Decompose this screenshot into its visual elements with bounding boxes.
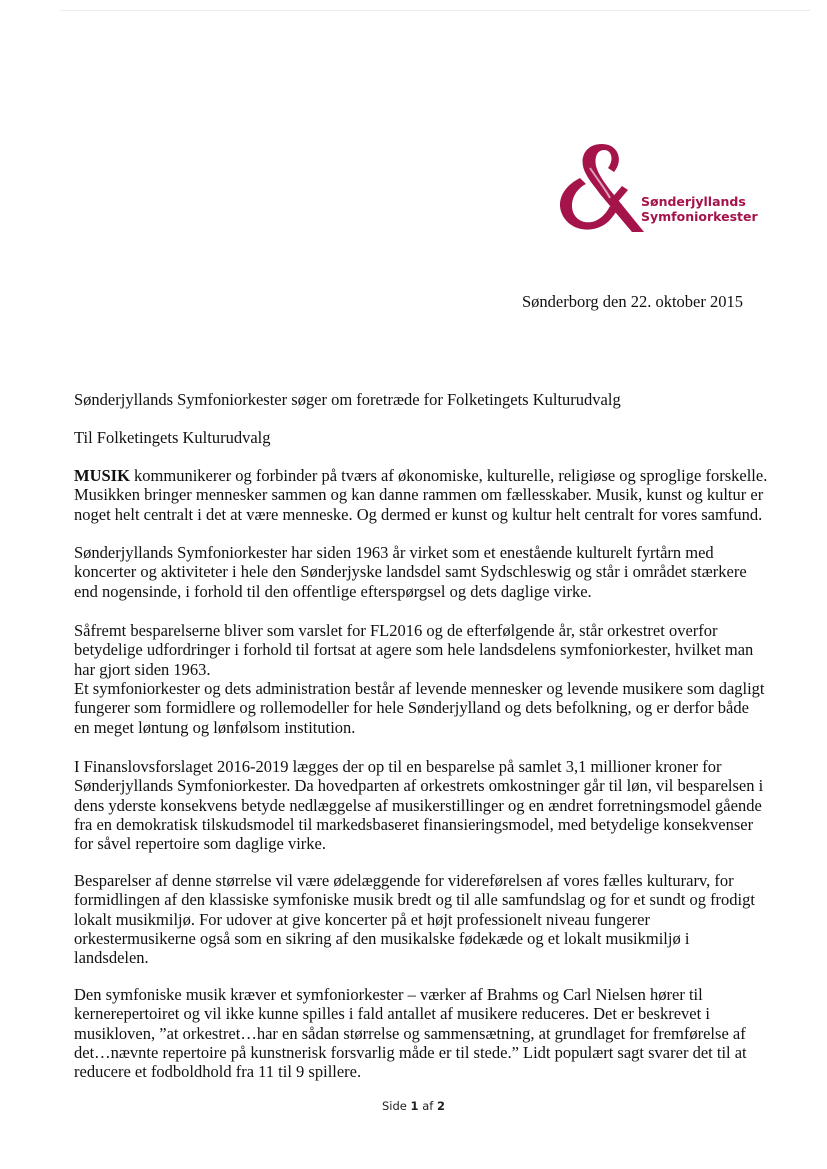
letter-subject: Sønderjyllands Symfoniorkester søger om foretræde for Folketingets Kulturudvalg bbox=[74, 390, 621, 409]
orchestra-logo bbox=[550, 138, 760, 238]
page-number bbox=[0, 1099, 827, 1113]
paragraph-5: I Finanslovsforslaget 2016-2019 lægges der op til en besparelse på samlet 3,1 millioner kroner for Sønderjyllands Symfoniorkester. Da hovedparten af orkestrets omkostninger går til løn, vil besparelsen i dens yderste konsekvens betyde nedlæggelse af musikerstillinger og en ændret forretningsmodel gående fra en demokratisk tilskudsmodel til markedsbaseret finansieringsmodel, med betydelige konsekvenser for såvel repertoire som daglige virke. bbox=[74, 757, 764, 854]
logo-line-2: Symfoniorkester bbox=[641, 209, 758, 224]
page-number-current: 1 bbox=[410, 1099, 419, 1113]
paragraph-1-text: kommunikerer og forbinder på tværs af økonomiske, kulturelle, religiøse og sproglige forskelle. Musikken bringer mennesker sammen og kan danne rammen om fællesskaber. Musik, kunst og kultur er noget helt centralt i det at være menneske. Og dermed er kunst og kultur helt centralt for vores samfund. bbox=[74, 466, 768, 524]
paragraph-2: Sønderjyllands Symfoniorkester har siden 1963 år virket som et enestående kulturelt fyrtårn med koncerter og aktiviteter i hele den Sønderjyske landsdel samt Sydschleswig og står i området stærkere end nogensinde, i forhold til den offentlige efterspørgsel og dets daglige virke. bbox=[74, 543, 747, 601]
paragraph-1 bbox=[74, 466, 768, 524]
letter-recipient: Til Folketingets Kulturudvalg bbox=[74, 428, 271, 447]
paragraph-7: Den symfoniske musik kræver et symfoniorkester – værker af Brahms og Carl Nielsen hører til kernerepertoiret og vil ikke kunne spilles i fald antallet af musikere reduceres. Det er beskrevet i musikloven, ”at orkestret…har en sådan størrelse og sammensætning, at grundlaget for fremførelse af det…nævnte repertoire på kunstnerisk forsvarlig måde er til stede.” Lidt populært sagt svarer det til at reducere et fodboldhold fra 11 til 9 spillere. bbox=[74, 985, 747, 1082]
page-number-total: 2 bbox=[436, 1099, 445, 1113]
paragraph-1-lead: MUSIK bbox=[74, 466, 130, 485]
paragraph-3: Såfremt besparelserne bliver som varslet for FL2016 og de efterfølgende år, står orkestret overfor betydelige udfordringer i forhold til fortsat at agere som hele landsdelens symfoniorkester, hvilket man har gjort siden 1963. bbox=[74, 621, 754, 679]
page-number-prefix: Side bbox=[382, 1099, 411, 1113]
scan-edge-line bbox=[60, 10, 810, 11]
ampersand-logo-icon bbox=[550, 138, 650, 238]
paragraph-6: Besparelser af denne størrelse vil være ødelæggende for videreførelsen af vores fælles kulturarv, for formidlingen af den klassiske symfoniske musik bredt og til alle samfundslag og for et sundt og frodigt lokalt musikmiljø. For udover at give koncerter på et højt professionelt niveau fungerer orkestermusikerne også som en sikring af den musikalske fødekæde og et lokalt musikmiljø i landsdelen. bbox=[74, 871, 755, 968]
logo-line-1: Sønderjyllands bbox=[641, 194, 746, 209]
page-number-middle: af bbox=[418, 1099, 437, 1113]
letter-date: Sønderborg den 22. oktober 2015 bbox=[521, 292, 743, 311]
paragraph-4: Et symfoniorkester og dets administration består af levende mennesker og levende musikere som dagligt fungerer som formidlere og rollemodeller for hele Sønderjylland og dets befolkning, og er derfor både en meget løntung og lønfølsom institution. bbox=[74, 679, 765, 737]
